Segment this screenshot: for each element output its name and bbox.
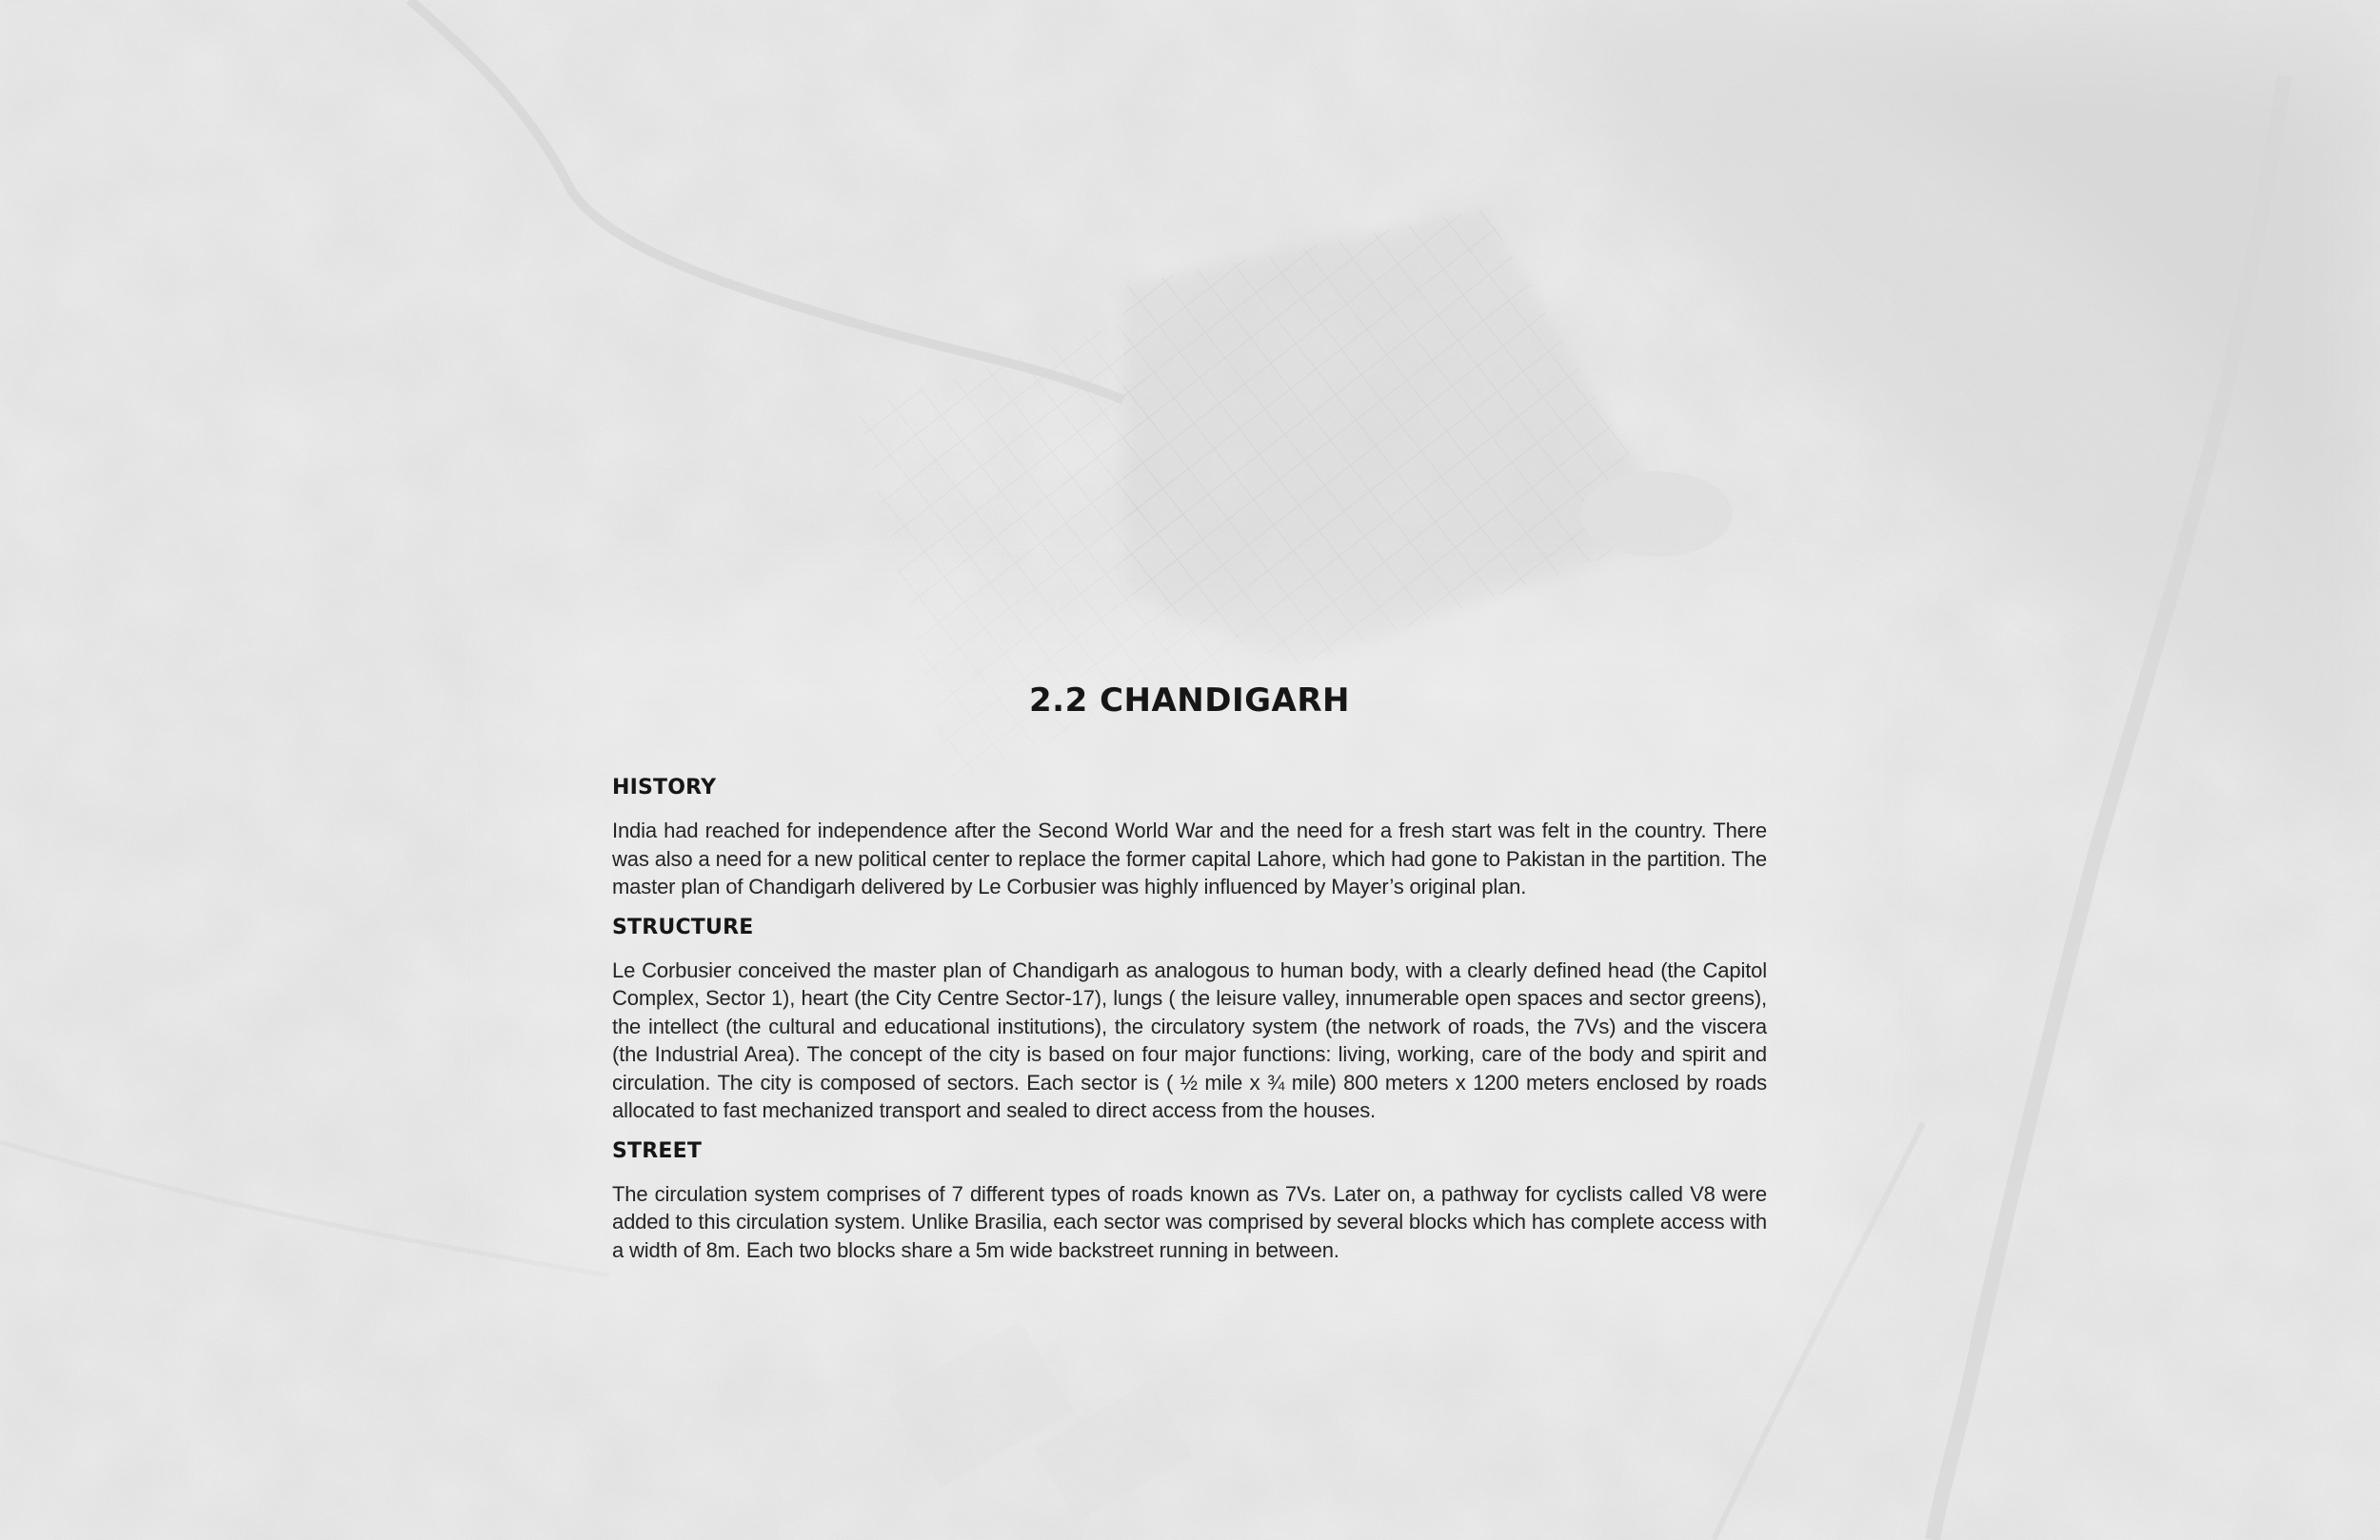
section-street (612, 1136, 1767, 1265)
section-heading-structure: STRUCTURE (612, 915, 754, 939)
section-text-structure: Le Corbusier conceived the master plan of Chandigarh as analogous to human body, with a clearly defined head (the Capitol Complex, Sector 1), heart (the City Centre Sector-17), lungs ( the leisure valley, innumerable open spaces and sector greens), the intellect (the cultural and educational institutions), the circulatory system (the network of roads, the 7Vs) and the viscera (the Industrial Area). The concept of the city is based on four major functions: living, working, care of the body and spirit and circulation. The city is composed of sectors. Each sector is ( ½ mile x ¾ mile) 800 meters x 1200 meters enclosed by roads allocated to fast mechanized transport and sealed to direct access from the houses. (612, 958, 1767, 1122)
section-text-history: India had reached for independence after the Second World War and the need for a fresh start was felt in the country. There was also a need for a new political center to replace the former capital Lahore, which had gone to Pakistan in the partition. The master plan of Chandigarh delivered by Le Corbusier was highly influenced by Mayer’s original plan. (612, 819, 1767, 898)
section-heading-street: STREET (612, 1138, 703, 1163)
section-structure (612, 913, 1767, 1125)
article (612, 676, 1767, 1275)
section-text-street: The circulation system comprises of 7 different types of roads known as 7Vs. Later on, a pathway for cyclists called V8 were added to this circulation system. Unlike Brasilia, each sector was comprised by several blocks which has complete access with a width of 8m. Each two blocks share a 5m wide backstreet running in between. (612, 1181, 1767, 1262)
section-heading-history: HISTORY (612, 776, 717, 800)
section-history (612, 773, 1767, 901)
page-title: 2.2 CHANDIGARH (1029, 681, 1350, 720)
